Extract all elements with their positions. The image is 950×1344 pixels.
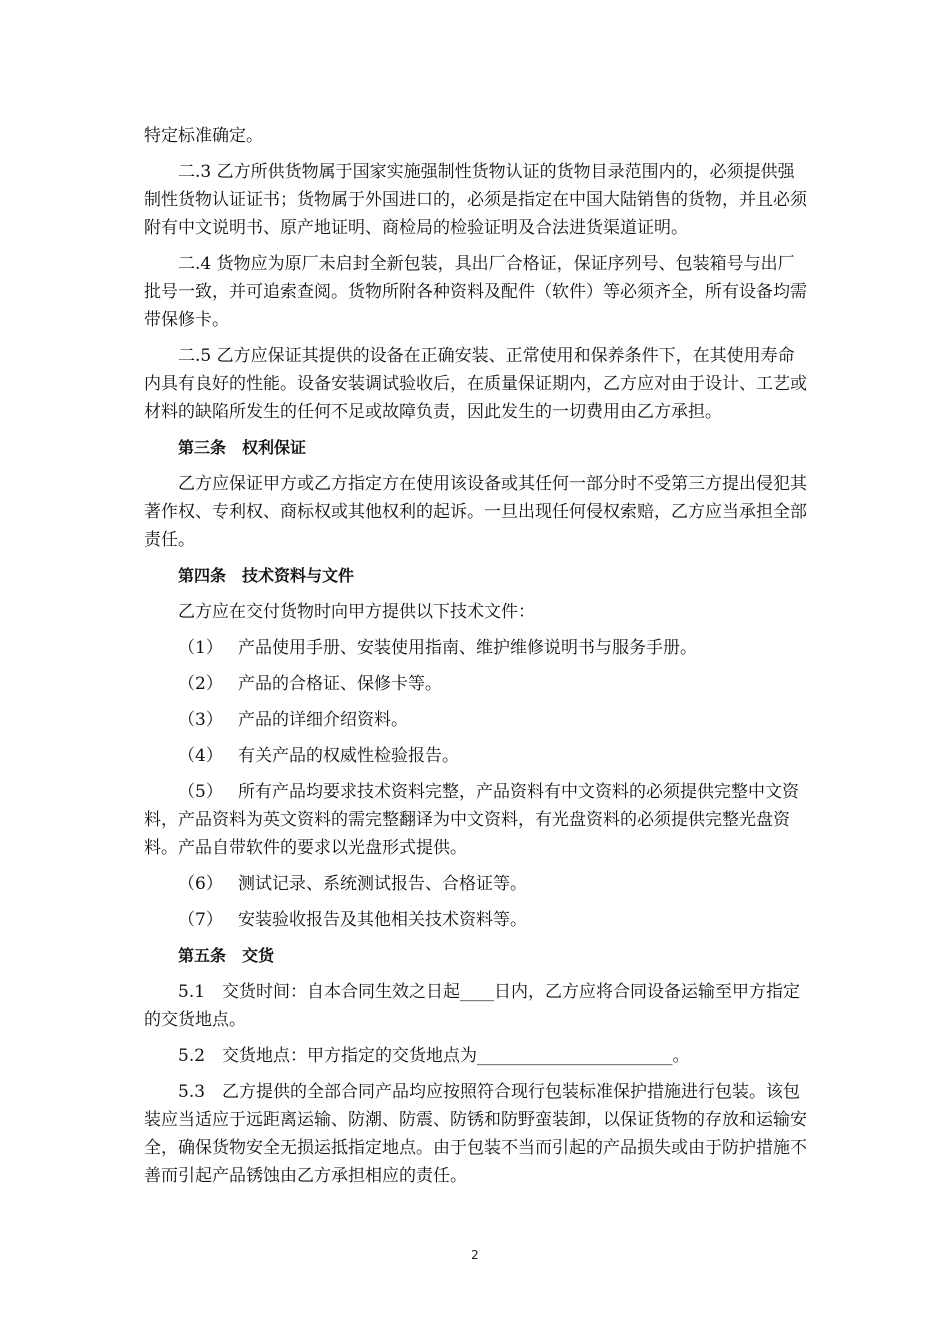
article-3-body: 乙方应保证甲方或乙方指定方在使用该设备或其任何一部分时不受第三方提出侵犯其著作权、专利权、商标权或其他权利的起诉。一旦出现任何侵权索赔，乙方应当承担全部责任。 — [144, 474, 807, 550]
list-item-number: （2） — [178, 674, 223, 694]
list-item — [144, 870, 809, 898]
page-number: 2 — [471, 1248, 479, 1262]
article-3-heading: 第三条 权利保证 — [178, 438, 307, 457]
paragraph-continuation: 特定标准确定。 — [144, 126, 263, 146]
paragraph-2-4: 二.4 货物应为原厂未启封全新包装，具出厂合格证，保证序列号、包装箱号与出厂批号一致，并可追索查阅。货物所附各种资料及配件（软件）等必须齐全，所有设备均需带保修卡。 — [144, 254, 807, 330]
list-item-text: 产品使用手册、安装使用指南、维护维修说明书与服务手册。 — [238, 638, 697, 658]
list-item-number: （4） — [178, 746, 223, 766]
paragraph-5-3: 5.3 乙方提供的全部合同产品均应按照符合现行包装标准保护措施进行包装。该包装应当适应于远距离运输、防潮、防震、防锈和防野蛮装卸，以保证货物的存放和运输安全，确保货物安全无损运抵指定地点。由于包装不当而引起的产品损失或由于防护措施不善而引起产品锈蚀由乙方承担相应的责任。 — [144, 1082, 807, 1186]
article-4-intro: 乙方应在交付货物时向甲方提供以下技术文件： — [178, 602, 535, 622]
list-item-text: 安装验收报告及其他相关技术资料等。 — [238, 910, 527, 930]
list-item-number: （3） — [178, 710, 223, 730]
list-item-text: 测试记录、系统测试报告、合格证等。 — [238, 874, 527, 894]
list-item — [144, 634, 809, 662]
list-item-text: 产品的合格证、保修卡等。 — [238, 674, 442, 694]
list-item-number: （1） — [178, 638, 223, 658]
paragraph-2-5: 二.5 乙方应保证其提供的设备在正确安装、正常使用和保养条件下，在其使用寿命内具有良好的性能。设备安装调试验收后，在质量保证期内，乙方应对由于设计、工艺或材料的缺陷所发生的任何不足或故障负责，因此发生的一切费用由乙方承担。 — [144, 346, 807, 422]
list-item-text: 产品的详细介绍资料。 — [238, 710, 408, 730]
list-item-number: （5） — [178, 782, 223, 802]
list-item — [144, 778, 809, 862]
list-item-text: 所有产品均要求技术资料完整，产品资料有中文资料的必须提供完整中文资料，产品资料为英文资料的需完整翻译为中文资料，有光盘资料的必须提供完整光盘资料。产品自带软件的要求以光盘形式提供。 — [144, 782, 799, 858]
article-5-heading: 第五条 交货 — [178, 946, 275, 965]
list-item — [144, 906, 809, 934]
list-item — [144, 742, 809, 770]
document-body — [144, 122, 809, 1198]
article-4-heading: 第四条 技术资料与文件 — [178, 566, 355, 585]
paragraph-2-3: 二.3 乙方所供货物属于国家实施强制性货物认证的货物目录范围内的，必须提供强制性货物认证证书；货物属于外国进口的，必须是指定在中国大陆销售的货物，并且必须附有中文说明书、原产地证明、商检局的检验证明及合法进货渠道证明。 — [144, 162, 807, 238]
list-item-number: （6） — [178, 874, 223, 894]
list-item — [144, 670, 809, 698]
list-item-number: （7） — [178, 910, 223, 930]
list-item-text: 有关产品的权威性检验报告。 — [238, 746, 459, 766]
list-item — [144, 706, 809, 734]
paragraph-5-1: 5.1 交货时间：自本合同生效之日起____日内，乙方应将合同设备运输至甲方指定的交货地点。 — [144, 982, 801, 1030]
paragraph-5-2: 5.2 交货地点：甲方指定的交货地点为_______________________。 — [178, 1046, 690, 1066]
